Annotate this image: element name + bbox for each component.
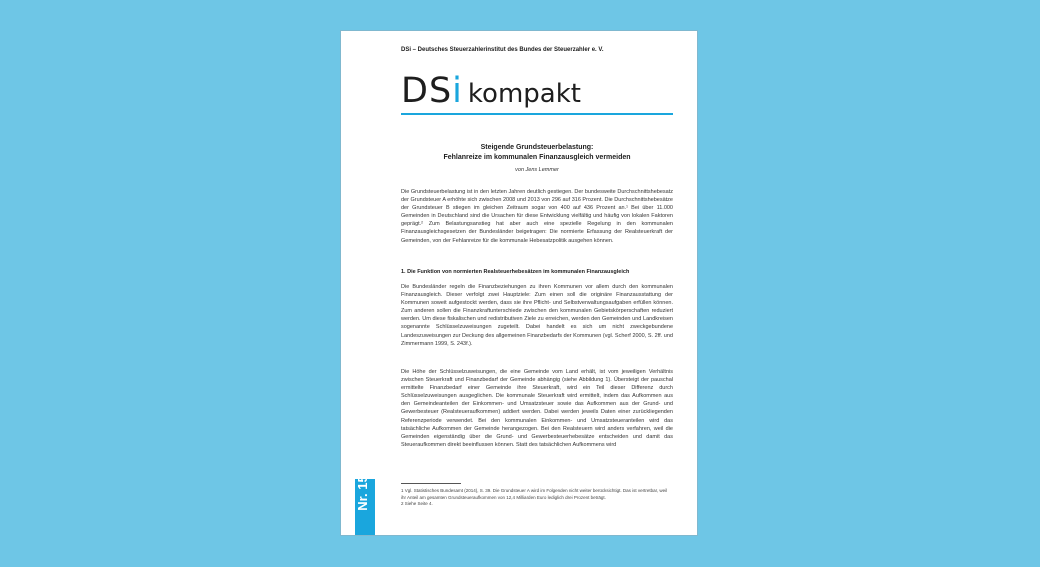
footnote-divider [401,483,461,484]
title-line-1: Steigende Grundsteuerbelastung: [480,144,594,151]
article-title [401,143,673,163]
logo-ds: DS [401,71,453,111]
intro-paragraph: Die Grundsteuerbelastung ist in den letzten Jahren deutlich gestiegen. Der bundesweite Durchschnittshebesatz der Grundsteuer A erhöhte sich zwischen 2008 und 2013 von 296 auf 316 Prozent. Die Durchschnittshebesätze der Grundsteuer B stiegen im gleichen Zeitraum sogar von 400 auf 436 Prozent an.¹ Bei über 11.000 Gemeinden in Deutschland sind die Ursachen für diese Entwicklung vielfältig und häufig von lokalen Faktoren geprägt.² Zum Belastungsanstieg hat aber auch eine spezielle Regelung in den kommunalen Finanzausgleichsgesetzen der Bundesländer beigetragen: Die normierte Erfassung der Realsteuerkraft der Gemeinden, von der Fehlanreize für die kommunale Hebesatzpolitik ausgehen können. [401,189,673,244]
logo-kompakt: kompakt [467,79,581,109]
title-line-2: Fehlanreize im kommunalen Finanzausgleich vermeiden [443,154,631,161]
dsi-kompakt-logo [401,71,581,117]
body-paragraph: Die Höhe der Schlüsselzuweisungen, die eine Gemeinde vom Land erhält, ist vom jeweiligen Verhältnis zwischen Steuerkraft und Finanzbedarf der Gemeinde abhängig (siehe Abbildung 1). Übersteigt der pauschal ermittelte Finanzbedarf einer Gemeinde ihre Steuerkraft, wird ein Teil dieser Differenz durch Schlüsselzuweisungen ausgeglichen. Die kommunale Steuerkraft wird ermittelt, indem das Aufkommen aus den Gemeindeanteilen der Einkommen- und Umsatzsteuer sowie das Aufkommen aus der Grund- und Gewerbesteuer (Realsteueraufkommen) addiert werden. Dabei werden jeweils Daten einer zurückliegenden Referenzperiode verwendet. Bei den kommunalen Einkommen- und Umsatzsteueranteilen wird das tatsächliche Aufkommen der Gemeinde herangezogen. Bei den Realsteuern wird anders verfahren, weil die Gemeinden eigenständig über die Grund- und Gewerbesteuerhebesätze entscheiden und damit das Steueraufkommen direkt beeinflussen können. Statt des tatsächlichen Aufkommens wird [401,369,673,448]
header-rule [401,113,673,115]
footnotes [401,488,673,508]
issue-sidebar [355,475,386,535]
logo-i: i [452,71,462,111]
section-heading: 1. Die Funktion von normierten Realsteuerhebesätzen im kommunalen Finanzausgleich [401,269,630,275]
document-page [341,31,697,535]
body-paragraph: Die Bundesländer regeln die Finanzbeziehungen zu ihren Kommunen vor allem durch den kommunalen Finanzausgleich. Dieser verfolgt zwei Hauptziele: Zum einen soll die originäre Finanzausstattung der Kommunen soweit aufgestockt werden, dass sie ihre Pflicht- und Selbstverwaltungsaufgaben erfüllen können. Zum anderen sollen die Finanzkraftunterschiede zwischen den kommunalen Gebietskörperschaften reduziert werden. Um diese fiskalischen und redistributiven Ziele zu erreichen, werden den Gemeinden und Landkreisen sogenannte Schlüsselzuweisungen zugeteilt. Dabei handelt es sich um nicht zweckgebundene Landeszuweisungen zur Deckung des allgemeinen Finanzbedarfs der Kommunen (vgl. Scherf 2000, S. 2ff. und Zimmermann 1999, S. 243f.). [401,284,673,347]
issue-number: Nr. 15 [355,475,370,511]
issue-date: 12. Februar 2015 [380,481,386,521]
article-author: von Jens Lemmer [515,167,559,173]
footnote-2: 2 Siehe Seite 4. [401,501,433,506]
footnote-1: 1 Vgl. Statistisches Bundesamt (2014), S. 39. Die Grundsteuer A wird im Folgenden nicht weiter berücksichtigt. Das ist vertretbar, weil ihr Anteil am gesamten Grundsteueraufkommen von 12,4 Milliarden Euro lediglich drei Prozent beträgt. [401,488,668,500]
institute-name: DSi – Deutsches Steuerzahlerinstitut des Bundes der Steuerzahler e. V. [401,47,604,53]
